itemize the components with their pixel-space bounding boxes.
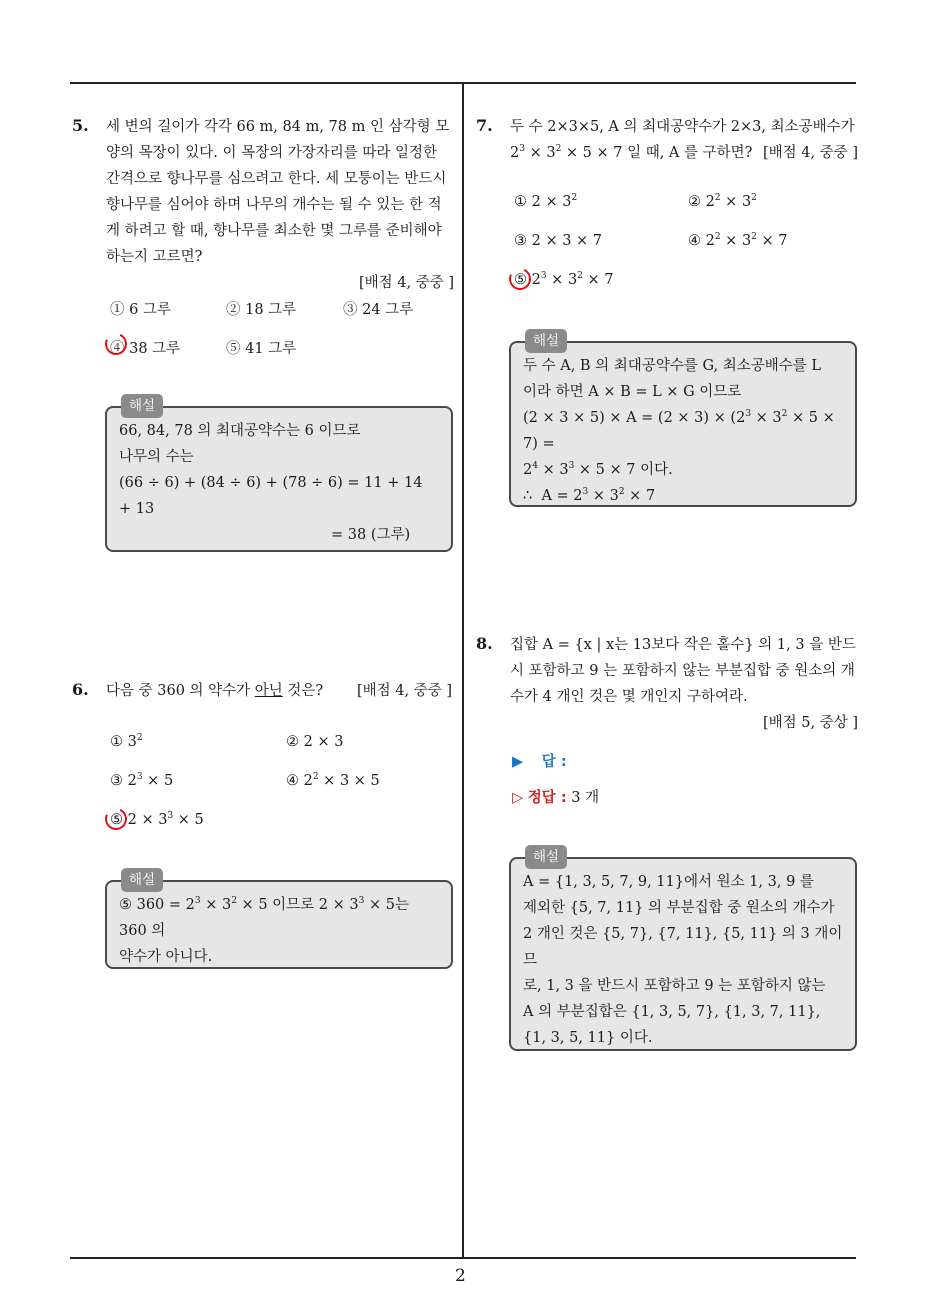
question-7-line-2: $2^3 \times 3^2 \times 5 \times 7$ 일 때, A 를 구하면? [배점 4, 중중 ] bbox=[510, 140, 858, 166]
q5-option-3[interactable]: ③ 24 그루 bbox=[343, 302, 414, 318]
question-6-text-pre: 다음 중 360 의 약수가 bbox=[106, 683, 255, 699]
q7-answer-mark-icon bbox=[506, 265, 534, 293]
column-divider bbox=[462, 82, 464, 1258]
q5-option-4[interactable]: ④ 38 그루 bbox=[110, 341, 181, 357]
q8-correct-value: 3 개 bbox=[571, 790, 600, 806]
q8-correct-row bbox=[512, 786, 599, 807]
q5-explain-line-2: 나무의 수는 bbox=[119, 449, 194, 465]
q6-option-3[interactable]: ③ $2^3 \times 5$ bbox=[110, 772, 174, 789]
q7-option-3[interactable]: ③ 2 × 3 × 7 bbox=[514, 233, 603, 249]
q6-explanation-box bbox=[105, 872, 453, 969]
q8-explain-line-4: 로, 1, 3 을 반드시 포함하고 9 는 포함하지 않는 bbox=[523, 978, 826, 994]
question-8-text: 집합 A = {x | x는 13보다 작은 홀수} 의 1, 3 을 반드시 포함하고 9 는 포함하지 않는 부분집합 중 원소의 개수가 4 개인 것은 몇 개인지 구하여라. bbox=[510, 637, 856, 705]
q8-explanation-tag: 해설 bbox=[525, 845, 567, 869]
question-6-number: 6. bbox=[72, 680, 89, 699]
question-6 bbox=[106, 678, 452, 704]
question-6-points: [배점 4, 중중 ] bbox=[356, 683, 452, 699]
q7-option-5[interactable]: ⑤ $2^3 \times 3^2 \times 7$ bbox=[514, 271, 614, 288]
q8-explain-line-3: 2 개인 것은 {5, 7}, {7, 11}, {5, 11} 의 3 개이므 bbox=[523, 926, 843, 968]
q7-explain-line-5: ∴ $A = 2^3 \times 3^2 \times 7$ bbox=[523, 487, 656, 504]
question-6-text-underlined: 아닌 bbox=[254, 683, 283, 699]
q5-explain-line-3: (66 ÷ 6) + (84 ÷ 6) + (78 ÷ 6) = 11 + 14 + 13 bbox=[119, 475, 423, 517]
q6-answer-mark-icon bbox=[102, 805, 130, 833]
q7-explain-line-2: 이라 하면 A × B = L × G 이므로 bbox=[523, 384, 742, 400]
page-number: 2 bbox=[455, 1266, 466, 1286]
q6-explanation-tag: 해설 bbox=[121, 868, 163, 892]
question-5 bbox=[106, 114, 454, 296]
question-6-text-post: 것은? bbox=[282, 683, 324, 699]
play-arrow-icon: ▶ bbox=[512, 754, 524, 770]
q5-explain-line-4: = 38 (그루) bbox=[331, 527, 411, 543]
q8-explain-line-5: A 의 부분집합은 {1, 3, 5, 7}, {1, 3, 7, 11}, bbox=[523, 1004, 821, 1020]
q8-explain-line-2: 제외한 {5, 7, 11} 의 부분집합 중 원소의 개수가 bbox=[523, 900, 835, 916]
q8-correct-label: 정답 : bbox=[527, 790, 567, 806]
q6-option-5[interactable]: ⑤ $2 \times 3^3 \times 5$ bbox=[110, 811, 204, 828]
q7-explain-line-3: $(2 \times 3 \times 5) \times A = (2 \times 3) \times (2^3 \times 3^2 \times 5 \times 7)$ = bbox=[523, 409, 835, 452]
q6-option-1[interactable]: ① $3^2$ bbox=[110, 733, 143, 750]
q5-option-5[interactable]: ⑤ 41 그루 bbox=[226, 341, 297, 357]
q8-answer-row bbox=[512, 750, 567, 771]
q8-answer-label: 답 : bbox=[541, 754, 567, 770]
q7-explain-line-4: $2^4 \times 3^3 \times 5 \times 7$ 이다. bbox=[523, 461, 673, 478]
q7-explanation-box bbox=[509, 333, 857, 507]
question-7-line-1: 두 수 2×3×5, A 의 최대공약수가 2×3, 최소공배수가 bbox=[510, 119, 855, 135]
q5-option-2[interactable]: ② 18 그루 bbox=[226, 302, 297, 318]
bottom-rule bbox=[70, 1257, 856, 1259]
q7-option-4[interactable]: ④ $2^2 \times 3^2 \times 7$ bbox=[688, 232, 788, 249]
q5-explanation-tag: 해설 bbox=[121, 394, 163, 418]
question-8-points: [배점 5, 중상 ] bbox=[762, 715, 858, 731]
q7-explanation-tag: 해설 bbox=[525, 329, 567, 353]
question-5-points: [배점 4, 중중 ] bbox=[358, 275, 454, 291]
q7-explain-line-1: 두 수 A, B 의 최대공약수를 G, 최소공배수를 L bbox=[523, 358, 822, 374]
question-8-number: 8. bbox=[476, 634, 493, 653]
q6-option-2[interactable]: ② 2 × 3 bbox=[286, 734, 344, 750]
question-5-text: 세 변의 길이가 각각 66 m, 84 m, 78 m 인 삼각형 모양의 목장이 있다. 이 목장의 가장자리를 따라 일정한 간격으로 향나무를 심으려고 한다. 세 모퉁이는 반드시 향나무를 심어야 하며 나무의 개수는 될 수 있는 한 적게 하려고 할 때, 향나무를 최소한 몇 그루를 준비해야 하는지 고르면? bbox=[106, 119, 450, 265]
q8-explain-line-6: {1, 3, 5, 11} 이다. bbox=[523, 1030, 653, 1046]
q6-explain-line-1: ⑤ $360 = 2^3 \times 3^2 \times 5$ 이므로 $2 \times 3^3 \times 5$는 360 의 bbox=[119, 896, 409, 939]
q5-explain-line-1: 66, 84, 78 의 최대공약수는 6 이므로 bbox=[119, 423, 361, 439]
triangle-outline-icon: ▷ bbox=[512, 790, 524, 806]
q6-option-4[interactable]: ④ $2^2 \times 3 \times 5$ bbox=[286, 772, 380, 789]
question-7-number: 7. bbox=[476, 116, 493, 135]
q7-option-2[interactable]: ② $2^2 \times 3^2$ bbox=[688, 193, 757, 210]
q8-explain-line-1: A = {1, 3, 5, 7, 9, 11}에서 원소 1, 3, 9 를 bbox=[523, 874, 814, 890]
question-5-number: 5. bbox=[72, 116, 89, 135]
q7-option-1[interactable]: ① $2 \times 3^2$ bbox=[514, 193, 578, 210]
q5-option-1[interactable]: ① 6 그루 bbox=[110, 302, 171, 318]
q6-explain-line-2: 약수가 아니다. bbox=[119, 949, 213, 965]
question-8 bbox=[510, 632, 858, 736]
question-7-points: [배점 4, 중중 ] bbox=[762, 145, 858, 161]
q5-explanation-box bbox=[105, 398, 453, 552]
q8-explanation-box bbox=[509, 849, 857, 1051]
question-7 bbox=[510, 114, 858, 166]
